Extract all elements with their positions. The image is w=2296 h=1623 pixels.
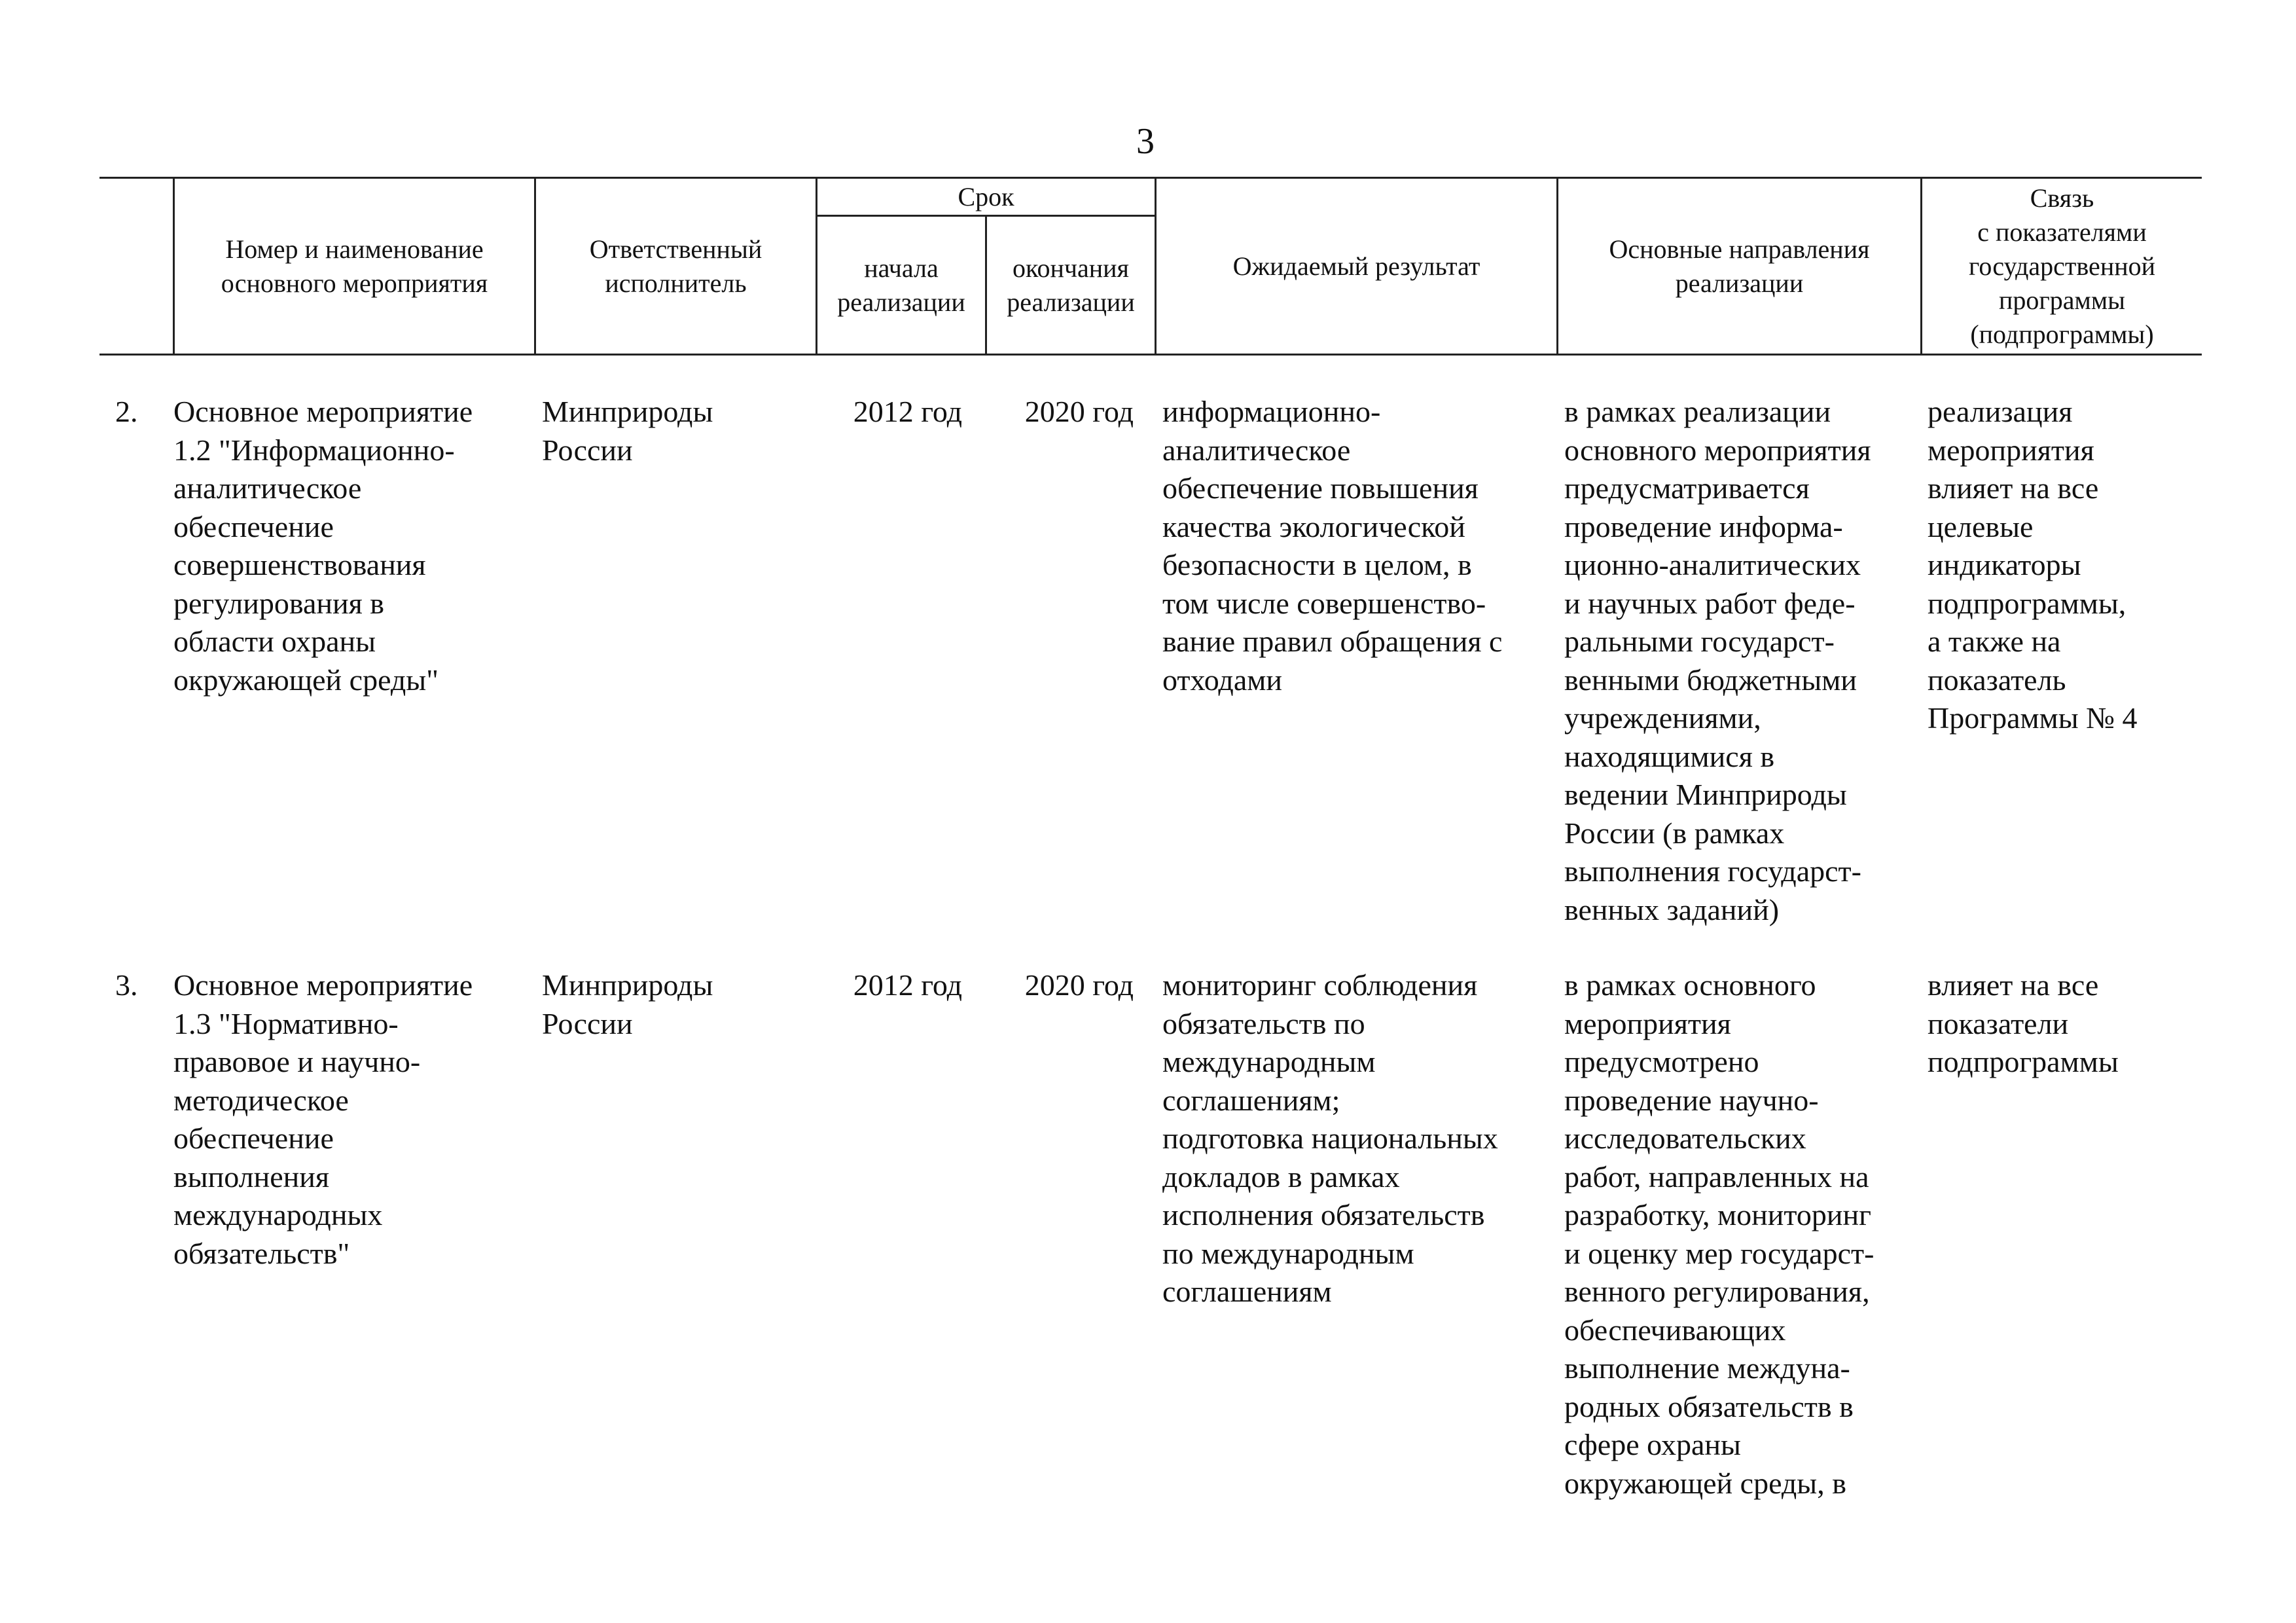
header-responsible: Ответственный исполнитель: [589, 234, 762, 298]
row-end: 2020 год: [1024, 395, 1134, 428]
header-name: Номер и наименование основного мероприятия: [221, 234, 488, 298]
header-term: Срок: [958, 181, 1014, 211]
row-start: 2012 год: [853, 395, 962, 428]
row-name: Основное мероприятие 1.3 "Нормативно- правовое и научно- методическое обеспечение выполнения международных обязательств": [173, 968, 473, 1270]
row-link: влияет на все показатели подпрограммы: [1928, 968, 2119, 1078]
row-number: 2.: [115, 395, 138, 428]
row-result: информационно- аналитическое обеспечение повышения качества экологической безопасности в целом, в том числе совершенство- вание правил обращения с отходами: [1162, 395, 1503, 697]
header-directions: Основные направления реализации: [1609, 234, 1870, 298]
page-number: 3: [1136, 121, 1155, 162]
row-result: мониторинг соблюдения обязательств по международным соглашениям; подготовка национальных докладов в рамках исполнения обязательств по международным соглашениям: [1162, 968, 1498, 1308]
row-link: реализация мероприятия влияет на все целевые индикаторы подпрограммы, а также на показатель Программы № 4: [1928, 395, 2138, 735]
header-bottom-rule: [99, 354, 2202, 356]
row-directions: в рамках основного мероприятия предусмотрено проведение научно- исследовательских работ, направленных на разработку, мониторинг и оценку мер государст- венного регулирования, обеспечивающих выполнение междуна- родных обязательств в сфере охраны окружающей среды, в: [1564, 968, 1874, 1500]
row-start: 2012 год: [853, 968, 962, 1002]
header-result: Ожидаемый результат: [1232, 251, 1480, 281]
row-directions: в рамках реализации основного мероприятия предусматривается проведение информа- ционно-аналитических и научных работ феде- ральными государст- венными бюджетными учреждениями, находящимися в ведении Минприроды России (в рамках выполнения государст- венных заданий): [1564, 395, 1871, 926]
row-responsible: Минприроды России: [542, 395, 713, 467]
row-number: 3.: [115, 968, 138, 1002]
row-name: Основное мероприятие 1.2 "Информационно- аналитическое обеспечение совершенствования регулирования в области охраны окружающей среды": [173, 395, 473, 697]
row-responsible: Минприроды России: [542, 968, 713, 1040]
header-start: начала реализации: [837, 253, 965, 317]
header-link: Связь с показателями государственной программы (подпрограммы): [1968, 183, 2156, 349]
row-end: 2020 год: [1024, 968, 1134, 1002]
header-end: окончания реализации: [1007, 253, 1135, 317]
